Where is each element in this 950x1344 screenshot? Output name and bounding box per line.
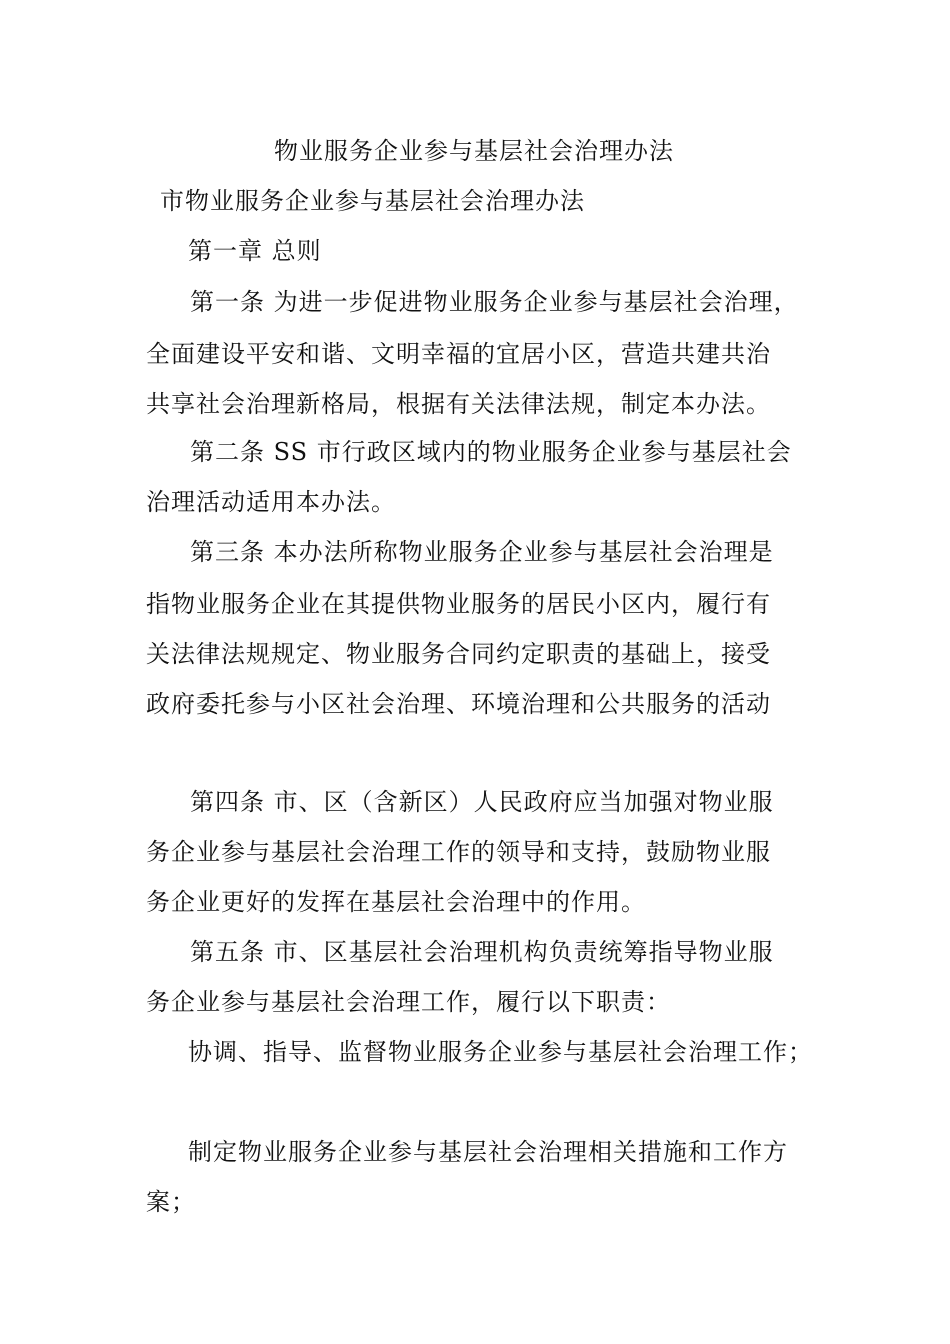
article-2-line-2: 治理活动适用本办法。 <box>146 488 396 516</box>
article-3-line-2: 指物业服务企业在其提供物业服务的居民小区内，履行有 <box>146 590 771 618</box>
article-3-line-1: 第三条 本办法所称物业服务企业参与基层社会治理是 <box>190 538 774 566</box>
chapter-heading: 第一章 总则 <box>188 237 322 265</box>
article-1-line-3: 共享社会治理新格局，根据有关法律法规，制定本办法。 <box>146 390 771 418</box>
article-3-line-3: 关法律法规规定、物业服务合同约定职责的基础上，接受 <box>146 640 771 668</box>
article-4-line-2: 务企业参与基层社会治理工作的领导和支持，鼓励物业服 <box>146 838 771 866</box>
duty-item-2-line-2: 案； <box>146 1188 196 1216</box>
article-5-line-1: 第五条 市、区基层社会治理机构负责统筹指导物业服 <box>190 938 774 966</box>
article-1-line-2: 全面建设平安和谐、文明幸福的宜居小区，营造共建共治 <box>146 340 771 368</box>
article-3-line-4: 政府委托参与小区社会治理、环境治理和公共服务的活动 <box>146 690 771 718</box>
document-title: 物业服务企业参与基层社会治理办法 <box>274 137 674 165</box>
duty-item-1: 协调、指导、监督物业服务企业参与基层社会治理工作； <box>188 1038 813 1066</box>
article-4-line-3: 务企业更好的发挥在基层社会治理中的作用。 <box>146 888 646 916</box>
article-5-line-2: 务企业参与基层社会治理工作，履行以下职责： <box>146 988 671 1016</box>
article-1-line-1: 第一条 为进一步促进物业服务企业参与基层社会治理， <box>190 288 799 316</box>
article-4-line-1: 第四条 市、区（含新区）人民政府应当加强对物业服 <box>190 788 774 816</box>
article-2-line-1: 第二条 SS 市行政区域内的物业服务企业参与基层社会 <box>190 438 792 466</box>
document-subtitle: 市物业服务企业参与基层社会治理办法 <box>160 187 585 215</box>
duty-item-2-line-1: 制定物业服务企业参与基层社会治理相关措施和工作方 <box>188 1138 788 1166</box>
